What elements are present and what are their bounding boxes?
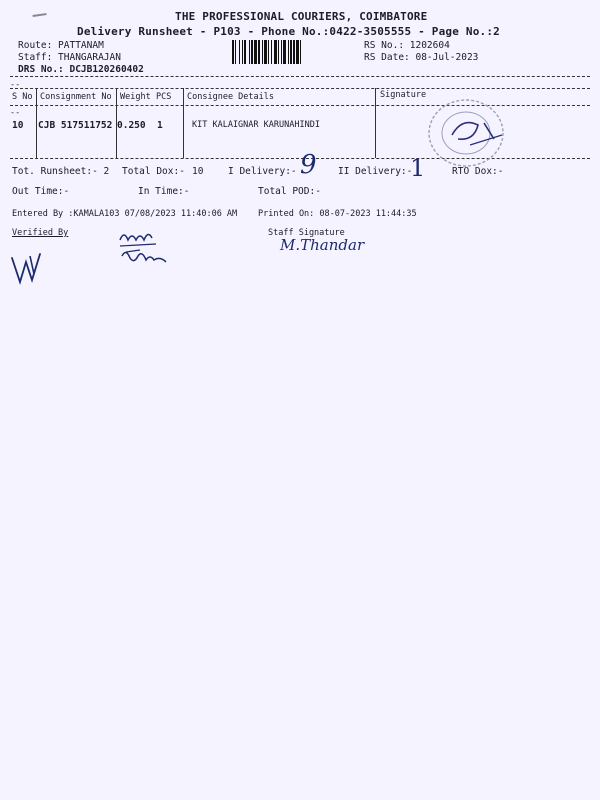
rs-number: RS No.: 1202604: [364, 40, 450, 51]
verifier-initial-signature: [8, 250, 52, 286]
col-header-pcs: PCS: [156, 92, 172, 102]
drs-number: DRS No.: DCJB120260402: [18, 64, 144, 75]
col-header-consignment: Consignment No: [40, 92, 112, 102]
rs-date: RS Date: 08-Jul-2023: [364, 52, 479, 63]
cell-consignment: CJB 517511752: [38, 120, 113, 131]
i-delivery-label: I Delivery:-: [228, 166, 297, 177]
divider-top: [10, 76, 590, 77]
col-divider: [375, 88, 376, 158]
dash-mark: --: [10, 108, 21, 118]
total-dox-value: 10: [192, 166, 204, 177]
cell-weight: 0.250: [117, 120, 146, 131]
staff-label: Staff: THANGARAJAN: [18, 52, 121, 63]
company-title: THE PROFESSIONAL COURIERS, COIMBATORE: [175, 10, 428, 23]
col-header-sno: S No: [12, 92, 33, 102]
col-header-weight: Weight: [120, 92, 151, 102]
col-header-signature: Signature: [380, 90, 427, 100]
out-time: Out Time:-: [12, 186, 70, 197]
cell-sno: 10: [12, 120, 24, 131]
dash-mark: --: [10, 80, 21, 90]
col-header-consignee: Consignee Details: [187, 92, 274, 102]
route-label: Route: PATTANAM: [18, 40, 104, 51]
staff-signature-label: Staff Signature: [268, 228, 345, 238]
col-divider: [36, 88, 37, 158]
cell-pcs: 1: [157, 120, 163, 131]
staff-signature: M.Thandar: [280, 236, 365, 254]
i-delivery-handwritten: 9: [300, 150, 317, 180]
printed-on: Printed On: 08-07-2023 11:44:35: [258, 209, 417, 219]
rto-dox-label: RTO Dox:-: [452, 166, 504, 177]
in-time: In Time:-: [138, 186, 190, 197]
ii-delivery-handwritten: 1: [410, 154, 426, 182]
total-pod: Total POD:-: [258, 186, 321, 197]
runsheet-subtitle: Delivery Runsheet - P103 - Phone No.:0422-3505555 - Page No.:2: [77, 25, 500, 38]
ii-delivery-label: II Delivery:-: [338, 166, 413, 177]
total-dox-label: Total Dox:-: [122, 166, 185, 177]
tot-runsheet: Tot. Runsheet:- 2: [12, 166, 110, 177]
barcode: [232, 40, 356, 64]
delivery-stamp: [424, 95, 508, 171]
cell-consignee: KIT KALAIGNAR KARUNAHINDI: [192, 120, 320, 130]
verifier-signature: [112, 226, 172, 272]
divider-header-top: [10, 88, 590, 89]
entered-by: Entered By :KAMALA103 07/08/2023 11:40:06 AM: [12, 209, 238, 219]
verified-by: Verified By: [12, 228, 69, 238]
col-divider: [183, 88, 184, 158]
corner-mark: [33, 13, 48, 23]
